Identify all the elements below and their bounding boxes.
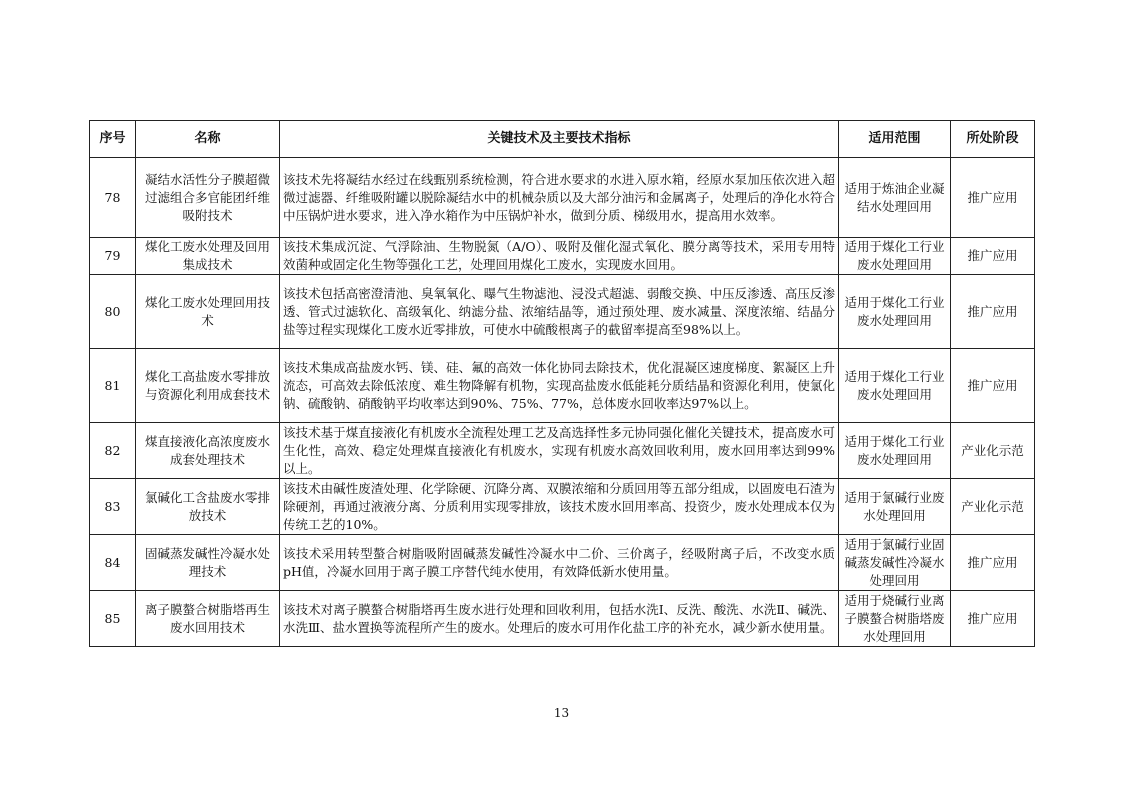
cell-stage: 推广应用 [951, 158, 1035, 238]
cell-tech: 该技术包括高密澄清池、臭氧氧化、曝气生物滤池、浸没式超滤、弱酸交换、中压反渗透、高压反渗透、管式过滤软化、高级氧化、纳滤分盐、浓缩结晶等，通过预处理、废水减量、深度浓缩、结晶分盐等过程实现煤化工废水近零排放，可使水中硫酸根离子的截留率提高至98%以上。 [280, 275, 839, 349]
cell-scope: 适用于炼油企业凝结水处理回用 [839, 158, 951, 238]
cell-stage: 推广应用 [951, 349, 1035, 423]
cell-no: 79 [90, 238, 136, 275]
cell-stage: 推广应用 [951, 238, 1035, 275]
cell-tech: 该技术集成高盐废水钙、镁、硅、氟的高效一体化协同去除技术，优化混凝区速度梯度、絮凝区上升流态，可高效去除低浓度、难生物降解有机物，实现高盐废水低能耗分质结晶和资源化利用，使氯化钠、硫酸钠、硝酸钠平均收率达到90%、75%、77%，总体废水回收率达97%以上。 [280, 349, 839, 423]
cell-stage: 产业化示范 [951, 479, 1035, 535]
cell-tech: 该技术由碱性废渣处理、化学除硬、沉降分离、双膜浓缩和分质回用等五部分组成，以固废电石渣为除硬剂，再通过液液分离、分质利用实现零排放，该技术废水回用率高、投资少，废水处理成本仅为传统工艺的10%。 [280, 479, 839, 535]
table-row [90, 158, 1035, 238]
technology-table [89, 120, 1035, 647]
table-row [90, 479, 1035, 535]
cell-tech: 该技术对离子膜螯合树脂塔再生废水进行处理和回收利用，包括水洗Ⅰ、反洗、酸洗、水洗Ⅱ、碱洗、水洗Ⅲ、盐水置换等流程所产生的废水。处理后的废水可用作化盐工序的补充水，减少新水使用量。 [280, 591, 839, 647]
table-row [90, 423, 1035, 479]
cell-name: 固碱蒸发碱性冷凝水处理技术 [136, 535, 280, 591]
cell-stage: 产业化示范 [951, 423, 1035, 479]
cell-no: 82 [90, 423, 136, 479]
cell-tech: 该技术集成沉淀、气浮除油、生物脱氮（A/O）、吸附及催化湿式氧化、膜分离等技术，采用专用特效菌种或固定化生物等强化工艺，处理回用煤化工废水，实现废水回用。 [280, 238, 839, 275]
cell-name: 煤直接液化高浓度废水成套处理技术 [136, 423, 280, 479]
cell-scope: 适用于煤化工行业废水处理回用 [839, 275, 951, 349]
cell-no: 83 [90, 479, 136, 535]
table-row [90, 275, 1035, 349]
table-body [90, 158, 1035, 647]
cell-stage: 推广应用 [951, 591, 1035, 647]
cell-name: 凝结水活性分子膜超微过滤组合多官能团纤维吸附技术 [136, 158, 280, 238]
header-no: 序号 [90, 121, 136, 158]
cell-name: 氯碱化工含盐废水零排放技术 [136, 479, 280, 535]
cell-no: 78 [90, 158, 136, 238]
table-row [90, 349, 1035, 423]
table-row [90, 535, 1035, 591]
table-header [90, 121, 1035, 158]
page-number: 13 [553, 706, 570, 720]
cell-tech: 该技术先将凝结水经过在线甄别系统检测，符合进水要求的水进入原水箱，经原水泵加压依次进入超微过滤器、纤维吸附罐以脱除凝结水中的机械杂质以及大部分油污和金属离子，处理后的净化水符合中压锅炉进水要求，进入净水箱作为中压锅炉补水，做到分质、梯级用水，提高用水效率。 [280, 158, 839, 238]
cell-scope: 适用于煤化工行业废水处理回用 [839, 423, 951, 479]
cell-scope: 适用于烧碱行业离子膜螯合树脂塔废水处理回用 [839, 591, 951, 647]
cell-name: 离子膜螯合树脂塔再生废水回用技术 [136, 591, 280, 647]
header-tech: 关键技术及主要技术指标 [280, 121, 839, 158]
cell-no: 81 [90, 349, 136, 423]
cell-name: 煤化工废水处理回用技术 [136, 275, 280, 349]
cell-name: 煤化工高盐废水零排放与资源化利用成套技术 [136, 349, 280, 423]
header-name: 名称 [136, 121, 280, 158]
cell-stage: 推广应用 [951, 535, 1035, 591]
header-row [90, 121, 1035, 158]
cell-no: 80 [90, 275, 136, 349]
cell-scope: 适用于氯碱行业固碱蒸发碱性冷凝水处理回用 [839, 535, 951, 591]
cell-stage: 推广应用 [951, 275, 1035, 349]
cell-no: 84 [90, 535, 136, 591]
cell-scope: 适用于氯碱行业废水处理回用 [839, 479, 951, 535]
table-row [90, 238, 1035, 275]
header-stage: 所处阶段 [951, 121, 1035, 158]
cell-tech: 该技术基于煤直接液化有机废水全流程处理工艺及高选择性多元协同强化催化关键技术，提高废水可生化性，高效、稳定处理煤直接液化有机废水，实现有机废水高效回收利用，废水回用率达到99%以上。 [280, 423, 839, 479]
cell-name: 煤化工废水处理及回用集成技术 [136, 238, 280, 275]
cell-scope: 适用于煤化工行业废水处理回用 [839, 349, 951, 423]
header-scope: 适用范围 [839, 121, 951, 158]
cell-scope: 适用于煤化工行业废水处理回用 [839, 238, 951, 275]
cell-tech: 该技术采用转型螯合树脂吸附固碱蒸发碱性冷凝水中二价、三价离子，经吸附离子后，不改变水质pH值，冷凝水回用于离子膜工序替代纯水使用，有效降低新水使用量。 [280, 535, 839, 591]
table-row [90, 591, 1035, 647]
cell-no: 85 [90, 591, 136, 647]
